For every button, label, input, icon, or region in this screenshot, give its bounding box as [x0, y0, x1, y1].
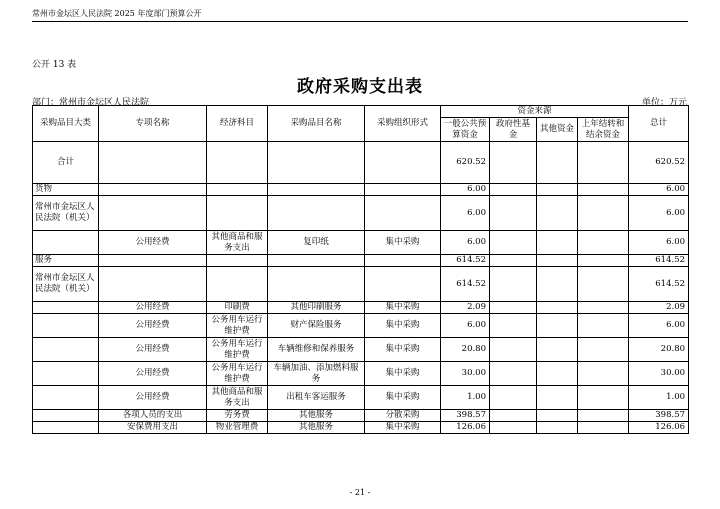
cell-project: 各项人员的支出: [99, 410, 207, 422]
cell-other-fund: [537, 338, 578, 362]
table-row: [33, 231, 689, 255]
col-form-header: 采购组织形式: [365, 106, 441, 142]
cell-general: 614.52: [441, 267, 490, 302]
cell-other-fund: [537, 267, 578, 302]
department-label: 部门：常州市金坛区人民法院: [32, 98, 150, 108]
cell-carryover: [578, 338, 629, 362]
table-row: [33, 314, 689, 338]
cell-general: 6.00: [441, 184, 490, 196]
cell-econ: 其他商品和服务支出: [207, 386, 268, 410]
cell-carryover: [578, 386, 629, 410]
cell-category: [33, 338, 99, 362]
cell-project: 公用经费: [99, 231, 207, 255]
cell-carryover: [578, 255, 629, 267]
cell-total: 620.52: [629, 142, 689, 184]
cell-other-fund: [537, 410, 578, 422]
cell-form: 集中采购: [365, 231, 441, 255]
cell-project: 公用经费: [99, 362, 207, 386]
cell-form: [365, 184, 441, 196]
cell-econ: 印刷费: [207, 302, 268, 314]
cell-form: [365, 255, 441, 267]
col-general-header: 一般公共预算资金: [441, 118, 490, 142]
cell-gov-fund: [490, 338, 537, 362]
cell-carryover: [578, 231, 629, 255]
table-row: [33, 255, 689, 267]
cell-carryover: [578, 362, 629, 386]
cell-item: 复印纸: [268, 231, 365, 255]
cell-gov-fund: [490, 255, 537, 267]
cell-other-fund: [537, 362, 578, 386]
col-gov-fund-header: 政府性基金: [490, 118, 537, 142]
cell-carryover: [578, 142, 629, 184]
cell-general: 1.00: [441, 386, 490, 410]
col-other-fund-header: 其他资金: [537, 118, 578, 142]
table-row: [33, 410, 689, 422]
cell-econ: 公务用车运行维护费: [207, 338, 268, 362]
table-row: [33, 184, 689, 196]
col-category-header: 采购品目大类: [33, 106, 99, 142]
cell-form: 集中采购: [365, 386, 441, 410]
document-header: 常州市金坛区人民法院 2025 年度部门预算公开: [32, 9, 202, 18]
table-row: [33, 142, 689, 184]
col-fund-source-header: 资金来源: [441, 106, 629, 118]
cell-total: 614.52: [629, 255, 689, 267]
cell-item: [268, 142, 365, 184]
cell-econ: [207, 142, 268, 184]
cell-total: 126.06: [629, 422, 689, 434]
cell-category: [33, 314, 99, 338]
cell-gov-fund: [490, 422, 537, 434]
cell-gov-fund: [490, 267, 537, 302]
cell-econ: 公务用车运行维护费: [207, 362, 268, 386]
cell-category: 服务: [33, 255, 99, 267]
cell-general: 6.00: [441, 196, 490, 231]
col-project-header: 专项名称: [99, 106, 207, 142]
cell-other-fund: [537, 422, 578, 434]
cell-item: 其他印刷服务: [268, 302, 365, 314]
table-row: [33, 338, 689, 362]
cell-other-fund: [537, 196, 578, 231]
table-row: [33, 422, 689, 434]
cell-category: [33, 231, 99, 255]
cell-total: 20.80: [629, 338, 689, 362]
cell-general: 126.06: [441, 422, 490, 434]
cell-econ: [207, 267, 268, 302]
cell-total: 6.00: [629, 196, 689, 231]
cell-category: 常州市金坛区人民法院（机关）: [33, 267, 99, 302]
cell-other-fund: [537, 302, 578, 314]
cell-project: [99, 255, 207, 267]
cell-econ: 劳务费: [207, 410, 268, 422]
cell-form: [365, 142, 441, 184]
cell-category: 合计: [33, 142, 99, 184]
table-row: [33, 302, 689, 314]
cell-item: 其他服务: [268, 422, 365, 434]
cell-carryover: [578, 422, 629, 434]
table-row: [33, 196, 689, 231]
cell-form: [365, 196, 441, 231]
cell-gov-fund: [490, 314, 537, 338]
cell-general: 6.00: [441, 231, 490, 255]
cell-gov-fund: [490, 410, 537, 422]
cell-general: 620.52: [441, 142, 490, 184]
unit-label: 单位：万元: [641, 98, 687, 108]
cell-total: 398.57: [629, 410, 689, 422]
cell-econ: 其他商品和服务支出: [207, 231, 268, 255]
cell-carryover: [578, 410, 629, 422]
cell-other-fund: [537, 314, 578, 338]
cell-category: [33, 422, 99, 434]
cell-item: [268, 267, 365, 302]
cell-item: 出租车客运服务: [268, 386, 365, 410]
cell-gov-fund: [490, 142, 537, 184]
cell-project: 公用经费: [99, 338, 207, 362]
table-number: 公开 13 表: [32, 60, 77, 70]
cell-total: 2.09: [629, 302, 689, 314]
page-title: 政府采购支出表: [297, 77, 423, 97]
cell-project: 安保费用支出: [99, 422, 207, 434]
cell-category: [33, 386, 99, 410]
cell-general: 30.00: [441, 362, 490, 386]
cell-other-fund: [537, 142, 578, 184]
cell-category: 货物: [33, 184, 99, 196]
cell-item: [268, 255, 365, 267]
cell-project: [99, 184, 207, 196]
cell-general: 398.57: [441, 410, 490, 422]
cell-carryover: [578, 267, 629, 302]
cell-category: [33, 362, 99, 386]
cell-project: [99, 267, 207, 302]
cell-total: 6.00: [629, 231, 689, 255]
header-rule: [32, 21, 688, 22]
cell-form: 集中采购: [365, 422, 441, 434]
table-row: [33, 386, 689, 410]
cell-form: 集中采购: [365, 302, 441, 314]
col-econ-header: 经济科目: [207, 106, 268, 142]
cell-other-fund: [537, 184, 578, 196]
cell-form: 分散采购: [365, 410, 441, 422]
cell-general: 2.09: [441, 302, 490, 314]
cell-econ: [207, 196, 268, 231]
col-item-header: 采购品目名称: [268, 106, 365, 142]
cell-total: 6.00: [629, 184, 689, 196]
cell-gov-fund: [490, 362, 537, 386]
cell-carryover: [578, 196, 629, 231]
cell-other-fund: [537, 386, 578, 410]
cell-total: 614.52: [629, 267, 689, 302]
cell-gov-fund: [490, 302, 537, 314]
cell-gov-fund: [490, 196, 537, 231]
cell-gov-fund: [490, 231, 537, 255]
cell-item: 车辆加油、添加燃料服务: [268, 362, 365, 386]
cell-gov-fund: [490, 386, 537, 410]
cell-form: 集中采购: [365, 314, 441, 338]
cell-item: [268, 196, 365, 231]
cell-item: 其他服务: [268, 410, 365, 422]
cell-carryover: [578, 302, 629, 314]
cell-project: 公用经费: [99, 386, 207, 410]
cell-gov-fund: [490, 184, 537, 196]
cell-econ: 物业管理费: [207, 422, 268, 434]
cell-total: 1.00: [629, 386, 689, 410]
procurement-table: [32, 105, 689, 434]
table-row: [33, 362, 689, 386]
cell-category: 常州市金坛区人民法院（机关）: [33, 196, 99, 231]
cell-project: 公用经费: [99, 302, 207, 314]
cell-general: 614.52: [441, 255, 490, 267]
cell-carryover: [578, 314, 629, 338]
cell-category: [33, 302, 99, 314]
cell-project: 公用经费: [99, 314, 207, 338]
cell-project: [99, 142, 207, 184]
cell-form: [365, 267, 441, 302]
col-carryover-header: 上年结转和结余资金: [578, 118, 629, 142]
cell-other-fund: [537, 231, 578, 255]
cell-project: [99, 196, 207, 231]
cell-econ: [207, 255, 268, 267]
table-row: [33, 267, 689, 302]
cell-general: 20.80: [441, 338, 490, 362]
cell-total: 6.00: [629, 314, 689, 338]
page-number: - 21 -: [349, 488, 371, 497]
cell-total: 30.00: [629, 362, 689, 386]
cell-form: 集中采购: [365, 362, 441, 386]
cell-carryover: [578, 184, 629, 196]
cell-general: 6.00: [441, 314, 490, 338]
cell-other-fund: [537, 255, 578, 267]
cell-econ: 公务用车运行维护费: [207, 314, 268, 338]
cell-form: 集中采购: [365, 338, 441, 362]
cell-item: 车辆维修和保养服务: [268, 338, 365, 362]
col-total-header: 总计: [629, 106, 689, 142]
cell-category: [33, 410, 99, 422]
cell-econ: [207, 184, 268, 196]
cell-item: [268, 184, 365, 196]
cell-item: 财产保险服务: [268, 314, 365, 338]
